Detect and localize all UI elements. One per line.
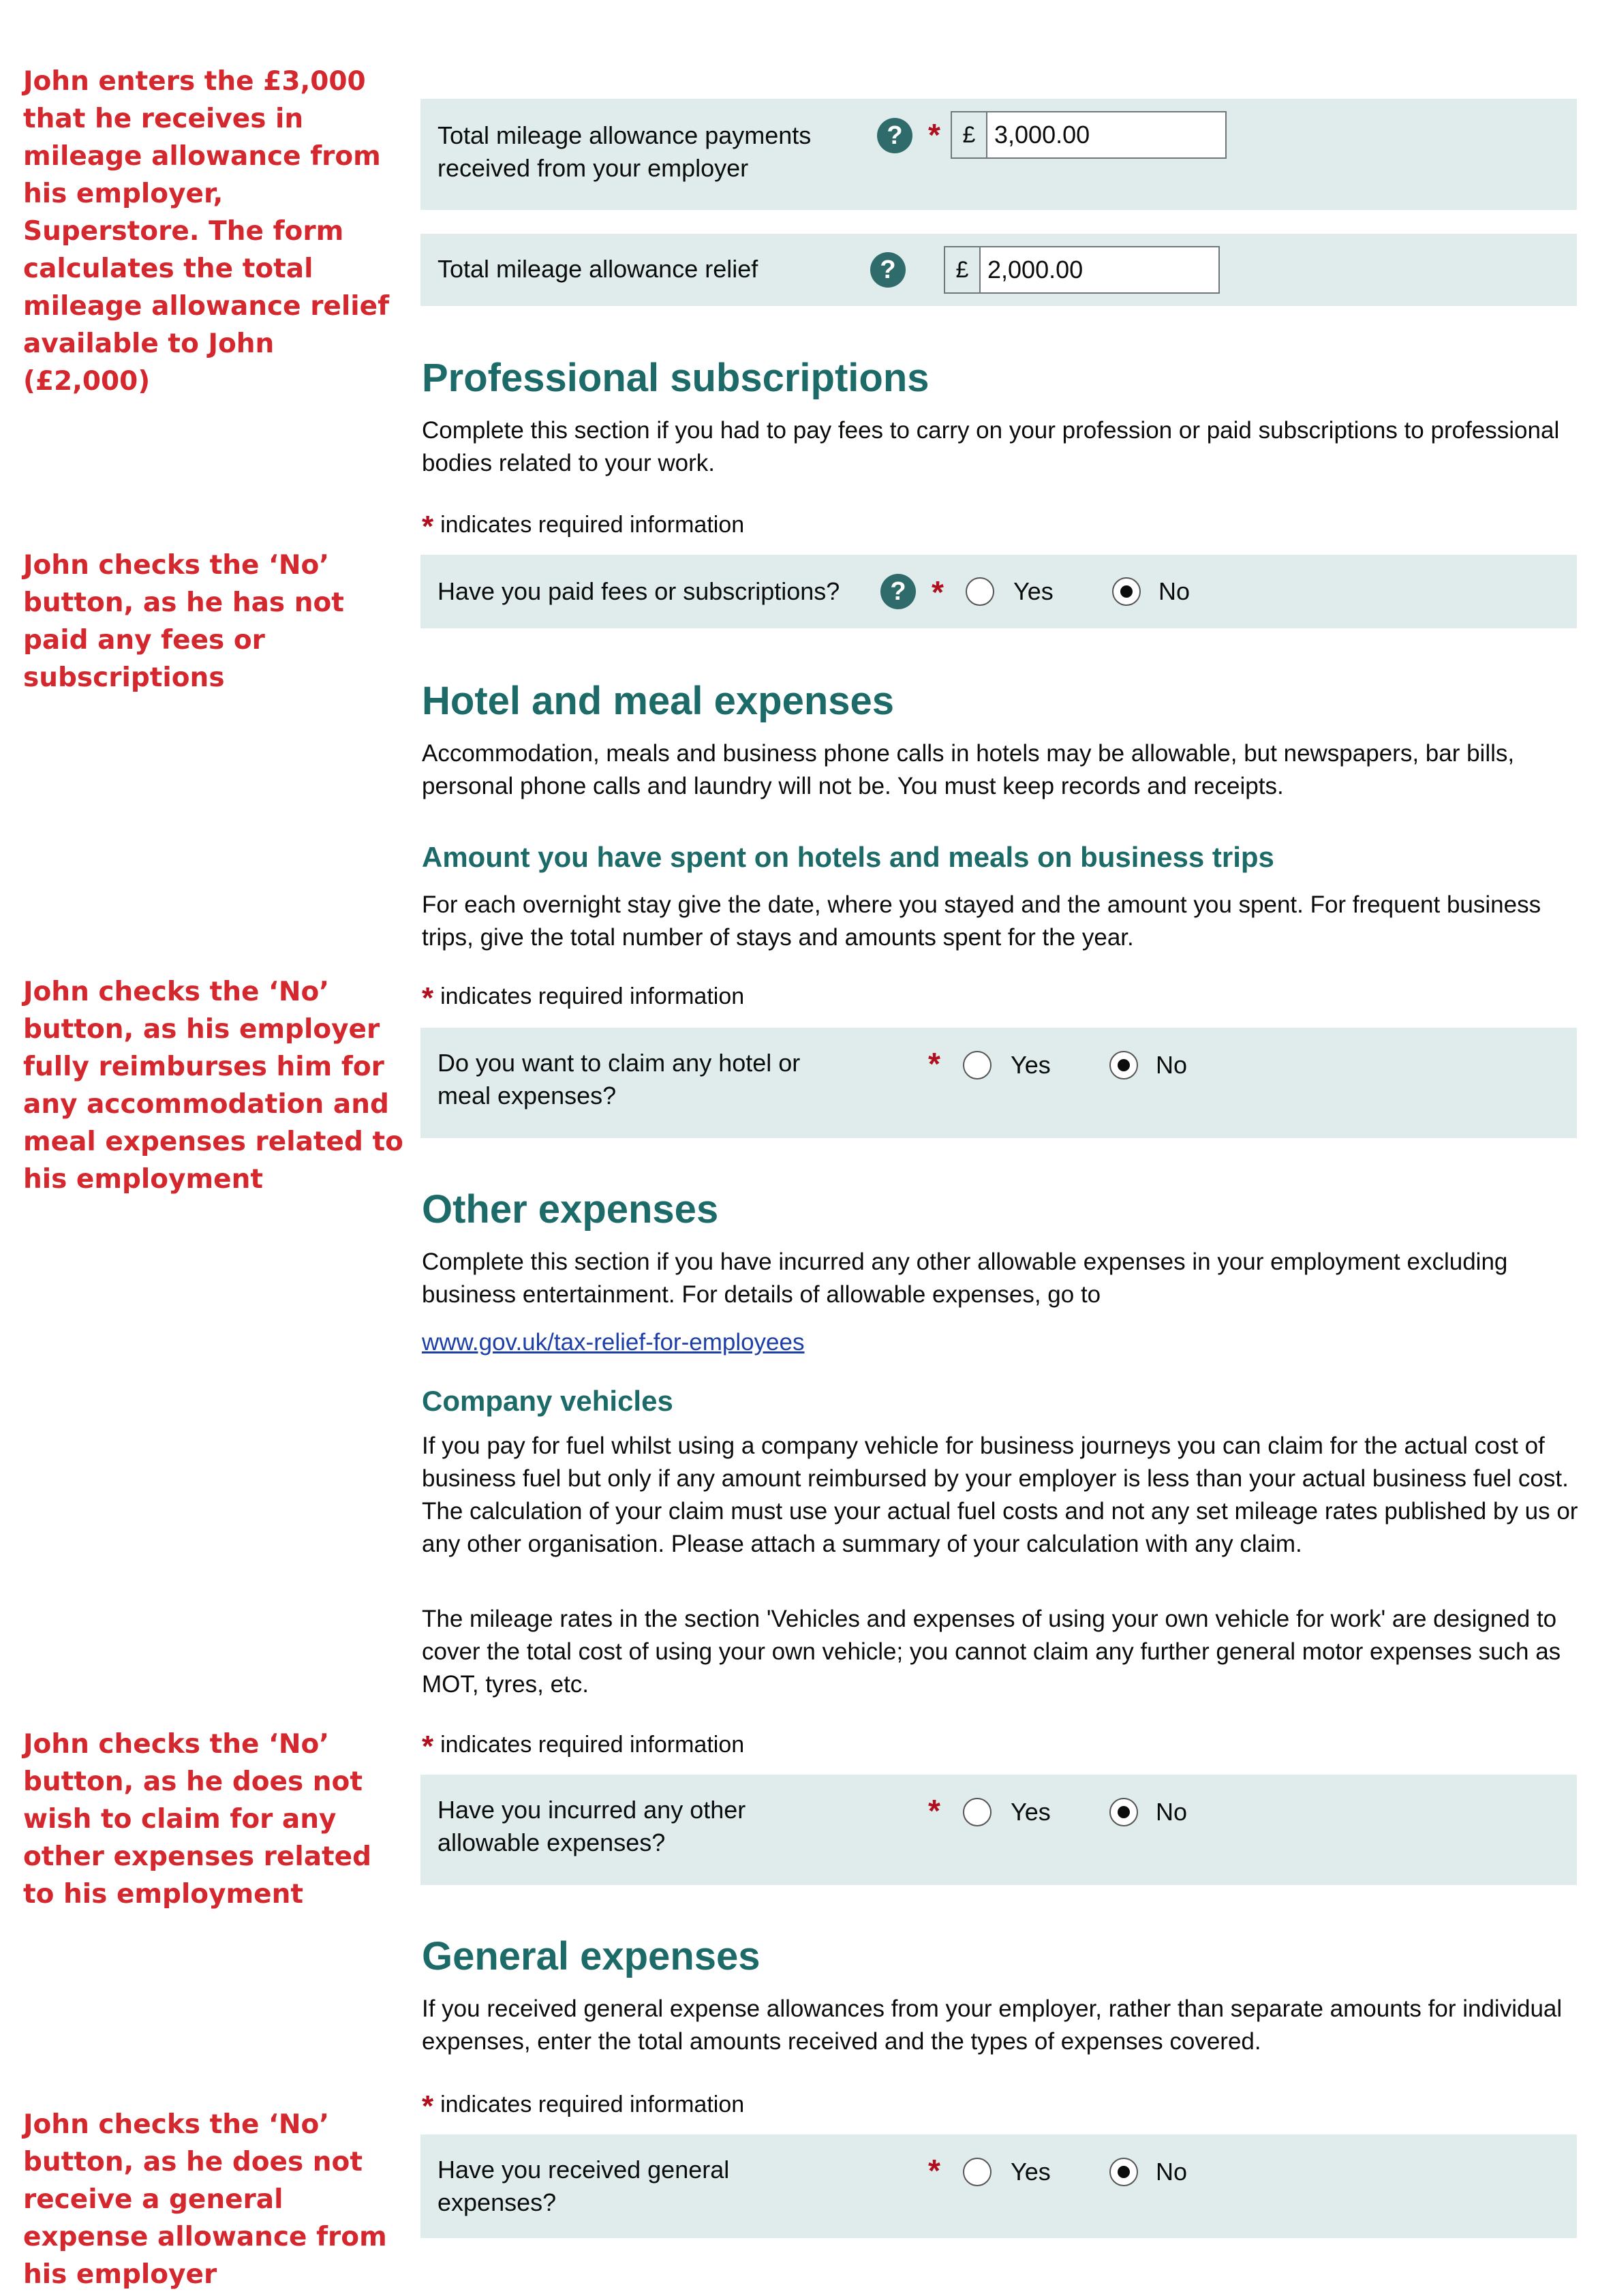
radio-yes-label: Yes xyxy=(1011,1798,1051,1826)
general-description: If you received general expense allowances from your employer, rather than separate amounts for individual expenses, enter the total amounts received and the types of expenses covered. xyxy=(422,1995,1563,2055)
tax-relief-link[interactable]: www.gov.uk/tax-relief-for-employees xyxy=(422,1329,805,1356)
radio-no-hotel[interactable] xyxy=(1109,1051,1138,1080)
radio-yes-label: Yes xyxy=(1011,2158,1051,2186)
professional-question-panel xyxy=(420,555,1577,628)
hotel-subdescription: For each overnight stay give the date, where you stayed and the amount you spent. For frequent business trips, give the total number of stays and amounts spent for the year. xyxy=(422,891,1541,951)
mileage-payments-panel xyxy=(420,99,1577,210)
mileage-relief-value: 2,000.00 xyxy=(987,256,1084,284)
radio-no-general[interactable] xyxy=(1109,2158,1138,2186)
required-info-note xyxy=(422,2090,744,2122)
radio-yes-general[interactable] xyxy=(963,2158,992,2186)
section-heading-professional: Professional subscriptions xyxy=(422,356,930,400)
radio-yes-professional[interactable] xyxy=(966,577,994,606)
mileage-payments-label: Total mileage allowance payments received from your employer xyxy=(437,121,812,182)
radio-yes-hotel[interactable] xyxy=(963,1051,992,1080)
help-icon[interactable]: ? xyxy=(870,252,906,288)
annotation-other: John checks the ‘No’ button, as he does not wish to claim for any other expenses related to his employment xyxy=(23,1729,372,1910)
radio-yes-label: Yes xyxy=(1011,1051,1051,1079)
required-info-text: indicates required information xyxy=(440,512,745,538)
required-icon: * xyxy=(928,117,940,153)
radio-no-label: No xyxy=(1156,1051,1188,1079)
annotation-general: John checks the ‘No’ button, as he does not receive a general expense allowance from his employer xyxy=(23,2109,387,2290)
hotel-description: Accommodation, meals and business phone calls in hotels may be allowable, but newspapers, bar bills, personal phone calls and laundry will not be. You must keep records and receipts. xyxy=(422,740,1515,799)
mileage-relief-field xyxy=(944,246,1220,294)
company-vehicles-para2: The mileage rates in the section 'Vehicles and expenses of using your own vehicle for work' are designed to cover the total cost of using your own vehicle; you cannot claim any further general motor expenses such as MOT, tyres, etc. xyxy=(422,1606,1561,1698)
section-heading-general: General expenses xyxy=(422,1934,761,1978)
mileage-relief-label: Total mileage allowance relief xyxy=(437,255,758,283)
subheading-company-vehicles: Company vehicles xyxy=(422,1385,673,1417)
company-vehicles-para1: If you pay for fuel whilst using a company vehicle for business journeys you can claim for the actual cost of business fuel but only if any amount reimbursed by your employer is less than your actual business fuel cost. The calculation of your claim must use your actual fuel costs and not any set mileage rates published by us or any other organisation. Please attach a summary of your calculation with any claim. xyxy=(422,1433,1578,1557)
mileage-payments-value: 3,000.00 xyxy=(994,121,1090,149)
section-heading-other: Other expenses xyxy=(422,1187,719,1231)
required-info-text: indicates required information xyxy=(440,1732,745,1758)
radio-no-label: No xyxy=(1156,2158,1188,2186)
mileage-relief-panel xyxy=(420,234,1577,306)
pound-sign: £ xyxy=(952,112,987,157)
help-icon[interactable]: ? xyxy=(880,574,916,609)
radio-no-label: No xyxy=(1158,577,1190,605)
professional-description: Complete this section if you had to pay fees to carry on your profession or paid subscriptions to professional bodies related to your work. xyxy=(422,417,1560,476)
other-question-panel xyxy=(420,1775,1577,1885)
hotel-question: Do you want to claim any hotel or meal expenses? xyxy=(437,1049,801,1109)
other-description: Complete this section if you have incurred any other allowable expenses in your employment excluding business entertainment. For details of allowable expenses, go to xyxy=(422,1249,1508,1308)
required-icon: * xyxy=(422,981,434,1015)
section-heading-hotel: Hotel and meal expenses xyxy=(422,679,895,723)
required-info-text: indicates required information xyxy=(440,983,745,1009)
professional-question: Have you paid fees or subscriptions? xyxy=(437,577,840,605)
required-icon: * xyxy=(928,2153,940,2188)
required-icon: * xyxy=(928,1793,940,1828)
required-info-note xyxy=(422,981,744,1013)
radio-yes-other[interactable] xyxy=(963,1798,992,1826)
other-question: Have you incurred any other allowable expenses? xyxy=(437,1796,746,1856)
hotel-question-panel xyxy=(420,1028,1577,1138)
subheading-hotel-amount: Amount you have spent on hotels and meals on business trips xyxy=(422,841,1274,873)
general-question: Have you received general expenses? xyxy=(437,2156,730,2216)
pound-sign: £ xyxy=(945,247,981,292)
required-icon: * xyxy=(932,575,944,610)
required-info-note xyxy=(422,1730,744,1762)
radio-no-label: No xyxy=(1156,1798,1188,1826)
required-icon: * xyxy=(422,510,434,543)
annotation-subscriptions: John checks the ‘No’ button, as he has not paid any fees or subscriptions xyxy=(23,550,344,693)
mileage-payments-field[interactable] xyxy=(951,111,1227,159)
annotation-hotel: John checks the ‘No’ button, as his employer fully reimburses him for any accommodation and meal expenses related to his employment xyxy=(23,977,403,1195)
required-info-note xyxy=(422,510,744,542)
required-icon: * xyxy=(422,1730,434,1763)
required-icon: * xyxy=(422,2090,434,2123)
general-question-panel xyxy=(420,2134,1577,2238)
radio-no-professional[interactable] xyxy=(1112,577,1141,606)
required-icon: * xyxy=(928,1046,940,1082)
annotation-mileage: John enters the £3,000 that he receives in mileage allowance from his employer, Superstore. The form calculates the total mileage allowance relief available to John (£2,000) xyxy=(23,66,390,397)
required-info-text: indicates required information xyxy=(440,2092,745,2117)
radio-no-other[interactable] xyxy=(1109,1798,1138,1826)
radio-yes-label: Yes xyxy=(1013,577,1054,605)
help-icon[interactable]: ? xyxy=(877,118,912,153)
